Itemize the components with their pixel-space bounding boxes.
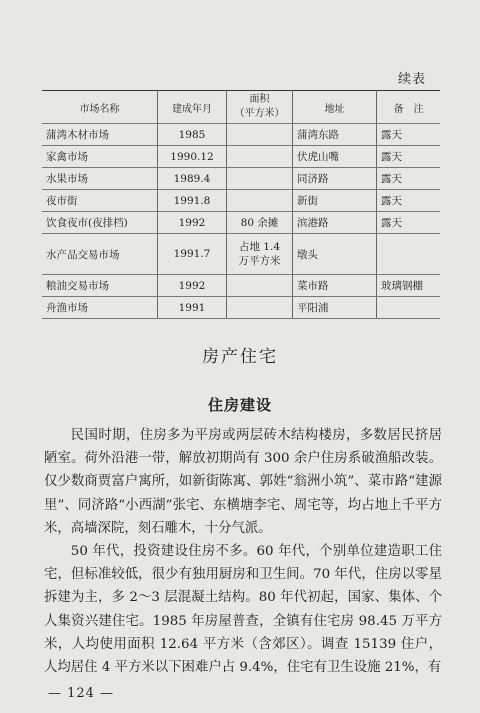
cell-area bbox=[227, 124, 293, 146]
header-market-name: 市场名称 bbox=[42, 91, 158, 124]
cell-name: 蒲湾木材市场 bbox=[42, 124, 158, 146]
page-number: — 124 — bbox=[48, 686, 115, 701]
cell-date: 1991.8 bbox=[158, 190, 227, 212]
cell-note: 露天 bbox=[377, 124, 441, 146]
cell-date: 1992 bbox=[158, 212, 227, 234]
cell-address: 墩头 bbox=[293, 234, 377, 275]
cell-name: 家禽市场 bbox=[42, 146, 158, 168]
cell-area-line2: 万平方米 bbox=[238, 255, 281, 267]
section-title: 房产住宅 bbox=[202, 347, 278, 367]
cell-address: 同济路 bbox=[293, 168, 377, 190]
cell-note: 露天 bbox=[377, 212, 441, 234]
cell-area bbox=[227, 297, 293, 319]
cell-note bbox=[377, 297, 441, 319]
header-area-line2: （平方米） bbox=[234, 108, 285, 119]
header-build-date: 建成年月 bbox=[158, 91, 227, 124]
header-area-line1: 面积 bbox=[249, 94, 270, 105]
cell-area bbox=[227, 146, 293, 168]
cell-note: 玻璃钢棚 bbox=[377, 275, 441, 297]
cell-name: 水产品交易市场 bbox=[42, 234, 158, 275]
cell-name: 饮食夜市(夜排档) bbox=[42, 212, 158, 234]
table-row bbox=[42, 168, 440, 190]
cell-address: 伏虎山嘴 bbox=[293, 146, 377, 168]
table-row bbox=[42, 234, 440, 275]
header-area bbox=[227, 91, 293, 124]
cell-address: 平阳浦 bbox=[293, 297, 377, 319]
cell-date: 1991.7 bbox=[158, 234, 227, 275]
cell-date: 1990.12 bbox=[158, 146, 227, 168]
cell-note bbox=[377, 234, 441, 275]
header-address: 地址 bbox=[293, 91, 377, 124]
header-note: 备 注 bbox=[377, 91, 441, 124]
cell-date: 1985 bbox=[158, 124, 227, 146]
cell-area: 80 余摊 bbox=[227, 212, 293, 234]
subsection-title: 住房建设 bbox=[207, 396, 272, 414]
cell-name: 夜市街 bbox=[42, 190, 158, 212]
cell-area bbox=[227, 234, 293, 275]
cell-area bbox=[227, 168, 293, 190]
table-row bbox=[42, 146, 440, 168]
cell-date: 1989.4 bbox=[158, 168, 227, 190]
table-row bbox=[42, 297, 440, 319]
cell-address: 滨港路 bbox=[293, 212, 377, 234]
cell-area bbox=[227, 190, 293, 212]
cell-area-line1: 占地 1.4 bbox=[238, 241, 281, 253]
table-header-row bbox=[42, 91, 440, 124]
body-text bbox=[44, 424, 442, 679]
paragraph: 50 年代，投资建设住房不多。60 年代，个别单位建造职工住宅，但标准较低，很少有独用厨房和卫生间。70 年代，住房以零星拆建为主，多 2～3 层混凝土结构。80 年代初起，国家、集体、个人集资兴建住宅。1985 年房屋普查，全镇有住宅房 98.45 万平方米，人均使用面积 12.64 平方米（含郊区）。调查 15139 住户，人均居住 4 平方米以下困难户占 9.4%，住宅有卫生设施 21%，有 bbox=[44, 544, 442, 676]
cell-note: 露天 bbox=[377, 146, 441, 168]
cell-date: 1991 bbox=[158, 297, 227, 319]
cell-address: 蒲湾东路 bbox=[293, 124, 377, 146]
cell-note: 露天 bbox=[377, 168, 441, 190]
table-row bbox=[42, 124, 440, 146]
cell-name: 舟渔市场 bbox=[42, 297, 158, 319]
paragraph: 民国时期，住房多为平房或两层砖木结构楼房，多数居民挤居陋室。荷外沿港一带，解放初期尚有 300 余户住房系破渔船改装。仅少数商贾富户寓所，如新街陈寓、郭姓“翁洲小筑”、菜市路“建源里”、同济路“小西湖”张宅、东横塘李宅、周宅等，均占地上千平方米，高墙深院，刻石雕木，十分气派。 bbox=[44, 428, 442, 536]
cell-name: 粮油交易市场 bbox=[42, 275, 158, 297]
cell-area bbox=[227, 275, 293, 297]
cell-address: 菜市路 bbox=[293, 275, 377, 297]
table-row bbox=[42, 275, 440, 297]
cell-note: 露天 bbox=[377, 190, 441, 212]
continued-label: 续表 bbox=[398, 72, 427, 87]
cell-address: 新街 bbox=[293, 190, 377, 212]
table-row bbox=[42, 212, 440, 234]
table-row bbox=[42, 190, 440, 212]
cell-name: 水果市场 bbox=[42, 168, 158, 190]
market-table bbox=[42, 90, 440, 319]
cell-date: 1992 bbox=[158, 275, 227, 297]
